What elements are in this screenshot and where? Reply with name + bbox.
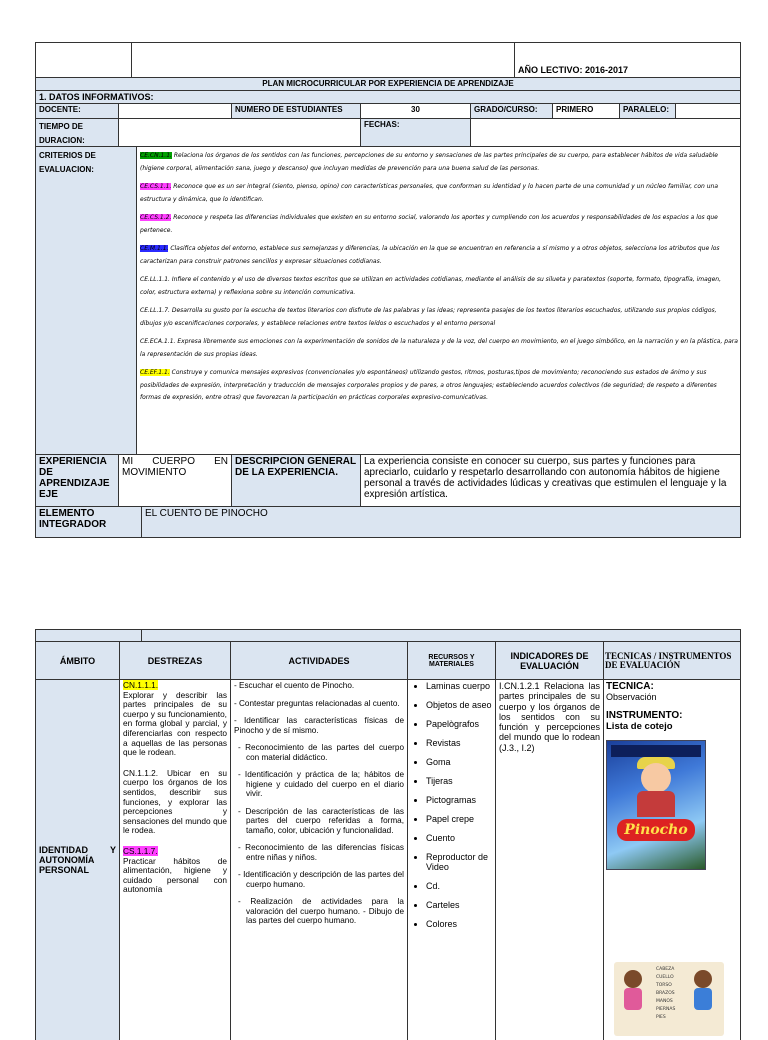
criterio-text: Clasifica objetos del entorno, establece sus semejanzas y diferencias, la ubicación en la que se encuentran en referencia a sí mismo y a otros objetos, selecciona los atributos que los caracterizan para construir patrones sencillos y expresar situaciones cotidianas. xyxy=(140,245,720,265)
header-destrezas: DESTREZAS xyxy=(120,642,231,679)
criterio-item xyxy=(140,212,738,237)
tiempo-label: TIEMPO DE DURACION: xyxy=(36,119,119,146)
recurso-item: • Carteles xyxy=(426,900,493,910)
criterio-text: Reconoce que es un ser integral (siento, pienso, opino) con características personales, que conforman su identidad y lo hacen parte de una comunidad y un núcleo familiar, con una estructura y dinámica, que lo identifican. xyxy=(140,183,719,203)
kid-label-lines: CABEZA CUELLO TORSO BRAZOS MANOS PIERNAS PIES xyxy=(656,967,676,1020)
recurso-item: • Papelògrafos xyxy=(426,719,493,729)
tiempo-value xyxy=(119,119,361,146)
header-row xyxy=(35,42,741,78)
ambito-value: IDENTIDAD Y AUTONOMÍA PERSONAL xyxy=(39,845,116,875)
descripcion-label: DESCRIPCION GENERAL DE LA EXPERIENCIA. xyxy=(232,455,361,506)
descripcion-value: La experiencia consiste en conocer su cuerpo, sus partes y funciones para apreciarlo, cuidarlo y respetarlo desarrollando con autonomía hábitos de higiene personal a través de actividades lúdicas y creativas que estimulen el lenguaje y la expresión artística. xyxy=(364,456,727,500)
paralelo-label: PARALELO: xyxy=(620,104,676,118)
kid-body-1 xyxy=(624,988,642,1010)
fechas-value xyxy=(471,119,740,146)
numero-value: 30 xyxy=(361,104,471,118)
body-parts-kids-image xyxy=(614,962,724,1036)
plan-title-row xyxy=(35,78,741,91)
criterio-code: CE.CN.1.1. xyxy=(140,152,172,159)
institution-cell xyxy=(132,43,515,77)
fechas-label: FECHAS: xyxy=(361,119,471,146)
grado-label: GRADO/CURSO: xyxy=(471,104,553,118)
ambito-cell xyxy=(36,680,120,1040)
destreza-item xyxy=(123,769,227,836)
ano-lectivo: AÑO LECTIVO: 2016-2017 xyxy=(518,65,629,75)
criterio-text: CE.LL.1.7. Desarrolla su gusto por la escucha de textos literarios con disfrute de las palabras y las ideas; representa pasajes de los textos literarios escuchados, utilizando sus propios códigos, dibujos y/o escenificaciones corporales, y establece relaciones entre textos leídos o escuchados y el entorno personal xyxy=(140,307,717,327)
section-title-row xyxy=(35,91,741,104)
destreza-text: Explorar y describir las partes principales de su cuerpo y su funcionamiento, en forma global y parcial, y diferenciarlas con respecto a aquellas de las personas que le rodean. xyxy=(123,689,227,758)
kid-head-2 xyxy=(694,970,712,988)
pinocho-cover-image xyxy=(606,740,706,870)
instrumento-label: INSTRUMENTO: xyxy=(606,710,683,721)
criterios-list xyxy=(137,147,740,454)
criterios-row xyxy=(35,147,741,455)
docente-label: DOCENTE: xyxy=(36,104,119,118)
destreza-text: CN.1.1.2. Ubicar en su cuerpo los órganos de los sentidos, describir sus funciones, y explorar las percepciones y sensaciones del mundo que le rodea. xyxy=(123,767,227,836)
criterio-code: CE.EF.1.1. xyxy=(140,369,170,376)
criterio-text: Reconoce y respeta las diferencias individuales que existen en su entorno social, valorando los aportes y cumpliendo con los acuerdos y responsabilidades de los espacios a los que pertenece. xyxy=(140,214,718,234)
actividad-item: - Descripción de las características de las partes del cuerpo referidas a forma, tamaño, color, ubicación y funcionalidad. xyxy=(238,806,404,835)
docente-value xyxy=(119,104,232,118)
criterios-label: CRITERIOS DE EVALUACION: xyxy=(36,147,137,454)
actividades-cell xyxy=(231,680,408,1040)
section-title: 1. DATOS INFORMATIVOS: xyxy=(39,92,154,102)
recurso-item: • Tijeras xyxy=(426,776,493,786)
destrezas-cell xyxy=(120,680,231,1040)
paralelo-value xyxy=(676,104,740,118)
actividad-item: - Identificación y práctica de la; hábitos de higiene y cuidado del cuerpo en el diario vivir. xyxy=(238,770,404,798)
plan-top-cell-a xyxy=(36,630,142,641)
integrador-value: EL CUENTO DE PINOCHO xyxy=(145,508,268,519)
criterio-item xyxy=(140,367,738,405)
recurso-item: • Revistas xyxy=(426,738,493,748)
integrador-label: ELEMENTO INTEGRADOR xyxy=(36,507,142,537)
logo-cell xyxy=(36,43,132,77)
cover-banner xyxy=(611,745,701,757)
plan-top-row xyxy=(35,629,741,642)
experiencia-row xyxy=(35,455,741,507)
actividad-item: - Reconocimiento de las diferencias físicas entre niñas y niños. xyxy=(238,843,404,862)
docente-row xyxy=(35,104,741,119)
criterio-item xyxy=(140,150,738,175)
plan-body-row xyxy=(35,680,741,1040)
kid-head-1 xyxy=(624,970,642,988)
criterio-text: Relaciona los órganos de los sentidos con las funciones, percepciones de su entorno y sensaciones de las partes principales de su cuerpo, para establecer hábitos de vida saludable (higiene corporal, alimentación sana, juego y descanso) que incluyan medidas de prevención para una buena salud de las personas. xyxy=(140,152,718,172)
kid-body-2 xyxy=(694,988,712,1010)
header-tecnicas: TECNICAS / INSTRUMENTOS DE EVALUACIÓN xyxy=(604,642,740,679)
tecnica-value: Observación xyxy=(606,692,657,702)
experiencia-value: MI CUERPO EN MOVIMIENTO xyxy=(119,455,232,506)
header-recursos: RECURSOS Y MATERIALES xyxy=(408,642,496,679)
recurso-item: • Goma xyxy=(426,757,493,767)
plan-top-cell-b xyxy=(142,630,740,641)
grado-value: PRIMERO xyxy=(553,104,620,118)
actividad-item: - Realización de actividades para la valoración del cuerpo humano. - Dibujo de las partes del cuerpo humano. xyxy=(238,897,404,925)
recurso-item: • Cuento xyxy=(426,833,493,843)
datos-table xyxy=(35,42,741,538)
tecnica-label: TECNICA: xyxy=(606,681,654,692)
criterio-item xyxy=(140,243,738,268)
header-actividades: ACTIVIDADES xyxy=(231,642,408,679)
cover-face xyxy=(641,763,671,793)
actividad-item: - Identificación y descripción de las partes del cuerpo humano. xyxy=(238,870,404,889)
criterio-item xyxy=(140,274,738,299)
actividad-item: - Escuchar el cuento de Pinocho. xyxy=(234,681,355,690)
criterio-item xyxy=(140,181,738,206)
destreza-item xyxy=(123,681,227,758)
recurso-item: • Cd. xyxy=(426,881,493,891)
criterio-text: CE.LL.1.1. Infiere el contenido y el uso de diversos textos escritos que se utilizan en actividades cotidianas, mediante el análisis de su silueta y paratextos (soporte, formato, tipografía, imagen, color, estructura externa) y reflexiona sobre su intención comunicativa. xyxy=(140,276,721,296)
recurso-item: • Laminas cuerpo xyxy=(426,681,493,691)
criterio-code: CE.CS.1.1. xyxy=(140,183,172,190)
recurso-item: • Pictogramas xyxy=(426,795,493,805)
recurso-item: • Reproductor de Video xyxy=(426,852,493,872)
criterio-item xyxy=(140,305,738,330)
plan-title: PLAN MICROCURRICULAR POR EXPERIENCIA DE APRENDIZAJE xyxy=(262,79,514,88)
instrumento-value: Lista de cotejo xyxy=(606,721,673,732)
actividad-item: - Contestar preguntas relacionadas al cuento. xyxy=(234,698,400,708)
plan-header-row xyxy=(35,642,741,680)
criterio-text: CE.ECA.1.1. Expresa libremente sus emociones con la experimentación de sonidos de la naturaleza y de la voz, del cuerpo en movimiento, en el juego simbólico, en la narración y en la plástica, para la representación de sus propias ideas. xyxy=(140,338,738,358)
integrador-row xyxy=(35,507,741,538)
plan-table xyxy=(35,629,741,1040)
recurso-item: • Colores xyxy=(426,919,493,929)
header-indicadores: INDICADORES DE EVALUACIÓN xyxy=(496,642,604,679)
destreza-code: CN.1.1.1. xyxy=(123,680,159,690)
cover-title-logo: Pinocho xyxy=(617,819,695,841)
criterio-code: CE.CS.1.2. xyxy=(140,214,172,221)
header-ambito: ÁMBITO xyxy=(36,642,120,679)
indicador-cell: I.CN.1.2.1 Relaciona las partes principales de su cuerpo y los órganos de los sentidos con su función y percepciones del mundo que lo rodean (J.3., I.2) xyxy=(496,680,604,1040)
recurso-item: • Papel crepe xyxy=(426,814,493,824)
recurso-item: • Objetos de aseo xyxy=(426,700,493,710)
tiempo-row xyxy=(35,119,741,147)
actividad-item: - Reconocimiento de las partes del cuerpo con material didáctico. xyxy=(238,743,404,762)
numero-label: NUMERO DE ESTUDIANTES xyxy=(232,104,361,118)
criterio-text: Construye y comunica mensajes expresivos (convencionales y/o espontáneos) utilizando gestos, ritmos, posturas,tipos de movimiento; reconociendo sus estados de ánimo y sus posibilidades de expresión, interpretación y traducción de mensajes corporales propios y de pares, a otros lenguajes; estableciendo acuerdos colectivos (de seguridad; de respeto a diferentes formas de expresión, entre otras) que favorezcan la participación en prácticas corporales expresivo-comunicativas. xyxy=(140,369,717,401)
destreza-text: Practicar hábitos de alimentación, higiene y cuidado personal con autonomía xyxy=(123,855,227,895)
criterio-code: CE.M.1.1. xyxy=(140,245,169,252)
cover-body xyxy=(637,791,675,817)
experiencia-label: EXPERIENCIA DE APRENDIZAJE EJE xyxy=(36,455,119,506)
recursos-cell xyxy=(408,680,496,1040)
tecnicas-cell xyxy=(604,680,740,1040)
recursos-list xyxy=(410,681,493,929)
actividad-item: - Identificar las características físicas de Pinocho y de sí mismo. xyxy=(234,716,404,735)
destreza-item xyxy=(123,847,227,895)
destreza-code: CS.1.1.7. xyxy=(123,845,158,856)
criterio-item xyxy=(140,336,738,361)
